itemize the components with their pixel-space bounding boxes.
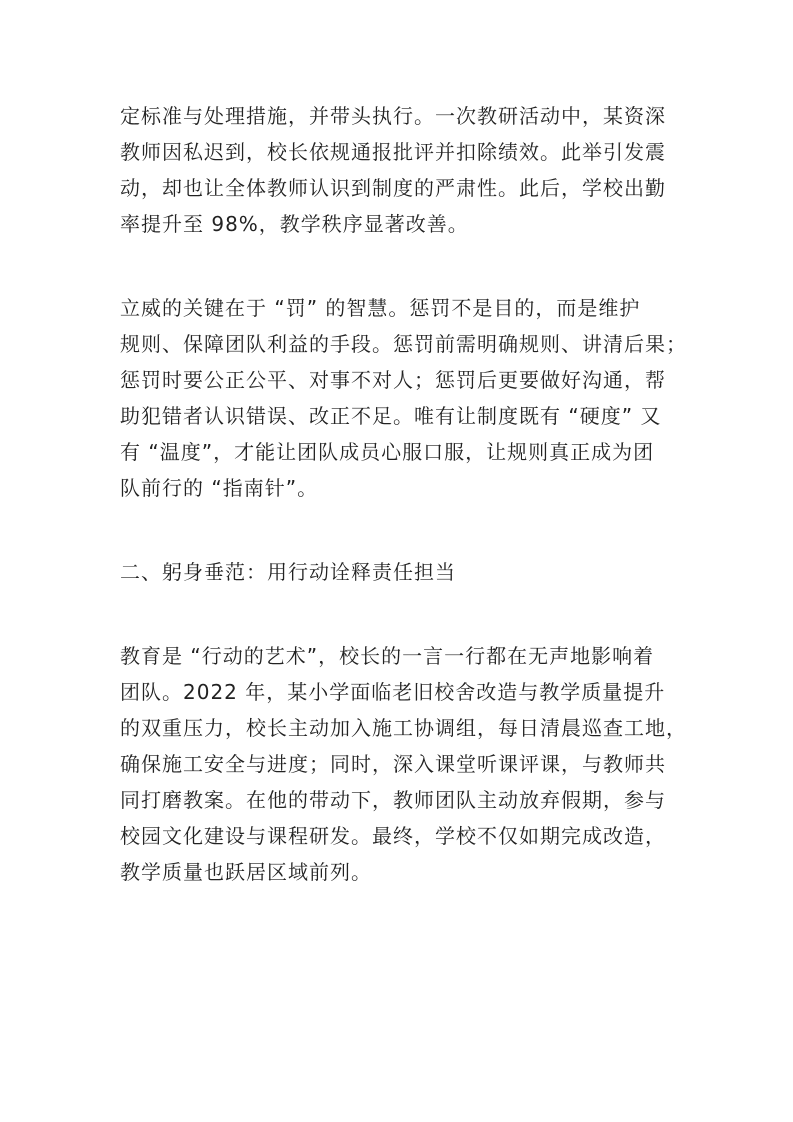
paragraph-2 bbox=[120, 290, 687, 506]
text-line: 惩罚时要公正公平、对事不对人；惩罚后更要做好沟通，帮 bbox=[120, 368, 666, 392]
text-line: 率提升至 98%，教学秩序显著改善。 bbox=[120, 212, 469, 236]
text-line: 的双重压力，校长主动加入施工协调组，每日清晨巡查工地， bbox=[120, 716, 687, 740]
text-line: 队前行的 “指南针”。 bbox=[120, 476, 319, 500]
text-line: 立威的关键在于 “罚” 的智慧。惩罚不是目的，而是维护 bbox=[120, 296, 641, 320]
paragraph-gap bbox=[120, 506, 680, 554]
text-line: 助犯错者认识错误、改正不足。唯有让制度既有 “硬度” 又 bbox=[120, 404, 662, 428]
text-line: 教师因私迟到，校长依规通报批评并扣除绩效。此举引发震 bbox=[120, 140, 666, 164]
text-line: 有 “温度”，才能让团队成员心服口服，让规则真正成为团 bbox=[120, 440, 655, 464]
text-line: 确保施工安全与进度；同时，深入课堂听课评课，与教师共 bbox=[120, 752, 666, 776]
document-body bbox=[120, 98, 687, 890]
text-line: 同打磨教案。在他的带动下，教师团队主动放弃假期，参与 bbox=[120, 788, 666, 812]
text-line: 动，却也让全体教师认识到制度的严肃性。此后，学校出勤 bbox=[120, 176, 666, 200]
text-line: 教育是 “行动的艺术”，校长的一言一行都在无声地影响着 bbox=[120, 644, 655, 668]
paragraph-1 bbox=[120, 98, 680, 242]
text-line: 校园文化建设与课程研发。最终，学校不仅如期完成改造， bbox=[120, 824, 666, 848]
text-line: 规则、保障团队利益的手段。惩罚前需明确规则、讲清后果； bbox=[120, 332, 687, 356]
text-line: 团队。2022 年，某小学面临老旧校舍改造与教学质量提升 bbox=[120, 680, 666, 704]
paragraph-3 bbox=[120, 638, 687, 890]
text-line: 定标准与处理措施，并带头执行。一次教研活动中，某资深 bbox=[120, 104, 666, 128]
text-line: 教学质量也跃居区域前列。 bbox=[120, 860, 372, 884]
paragraph-gap bbox=[120, 590, 680, 638]
paragraph-gap bbox=[120, 242, 680, 290]
section-heading: 二、躬身垂范：用行动诠释责任担当 bbox=[120, 560, 456, 584]
